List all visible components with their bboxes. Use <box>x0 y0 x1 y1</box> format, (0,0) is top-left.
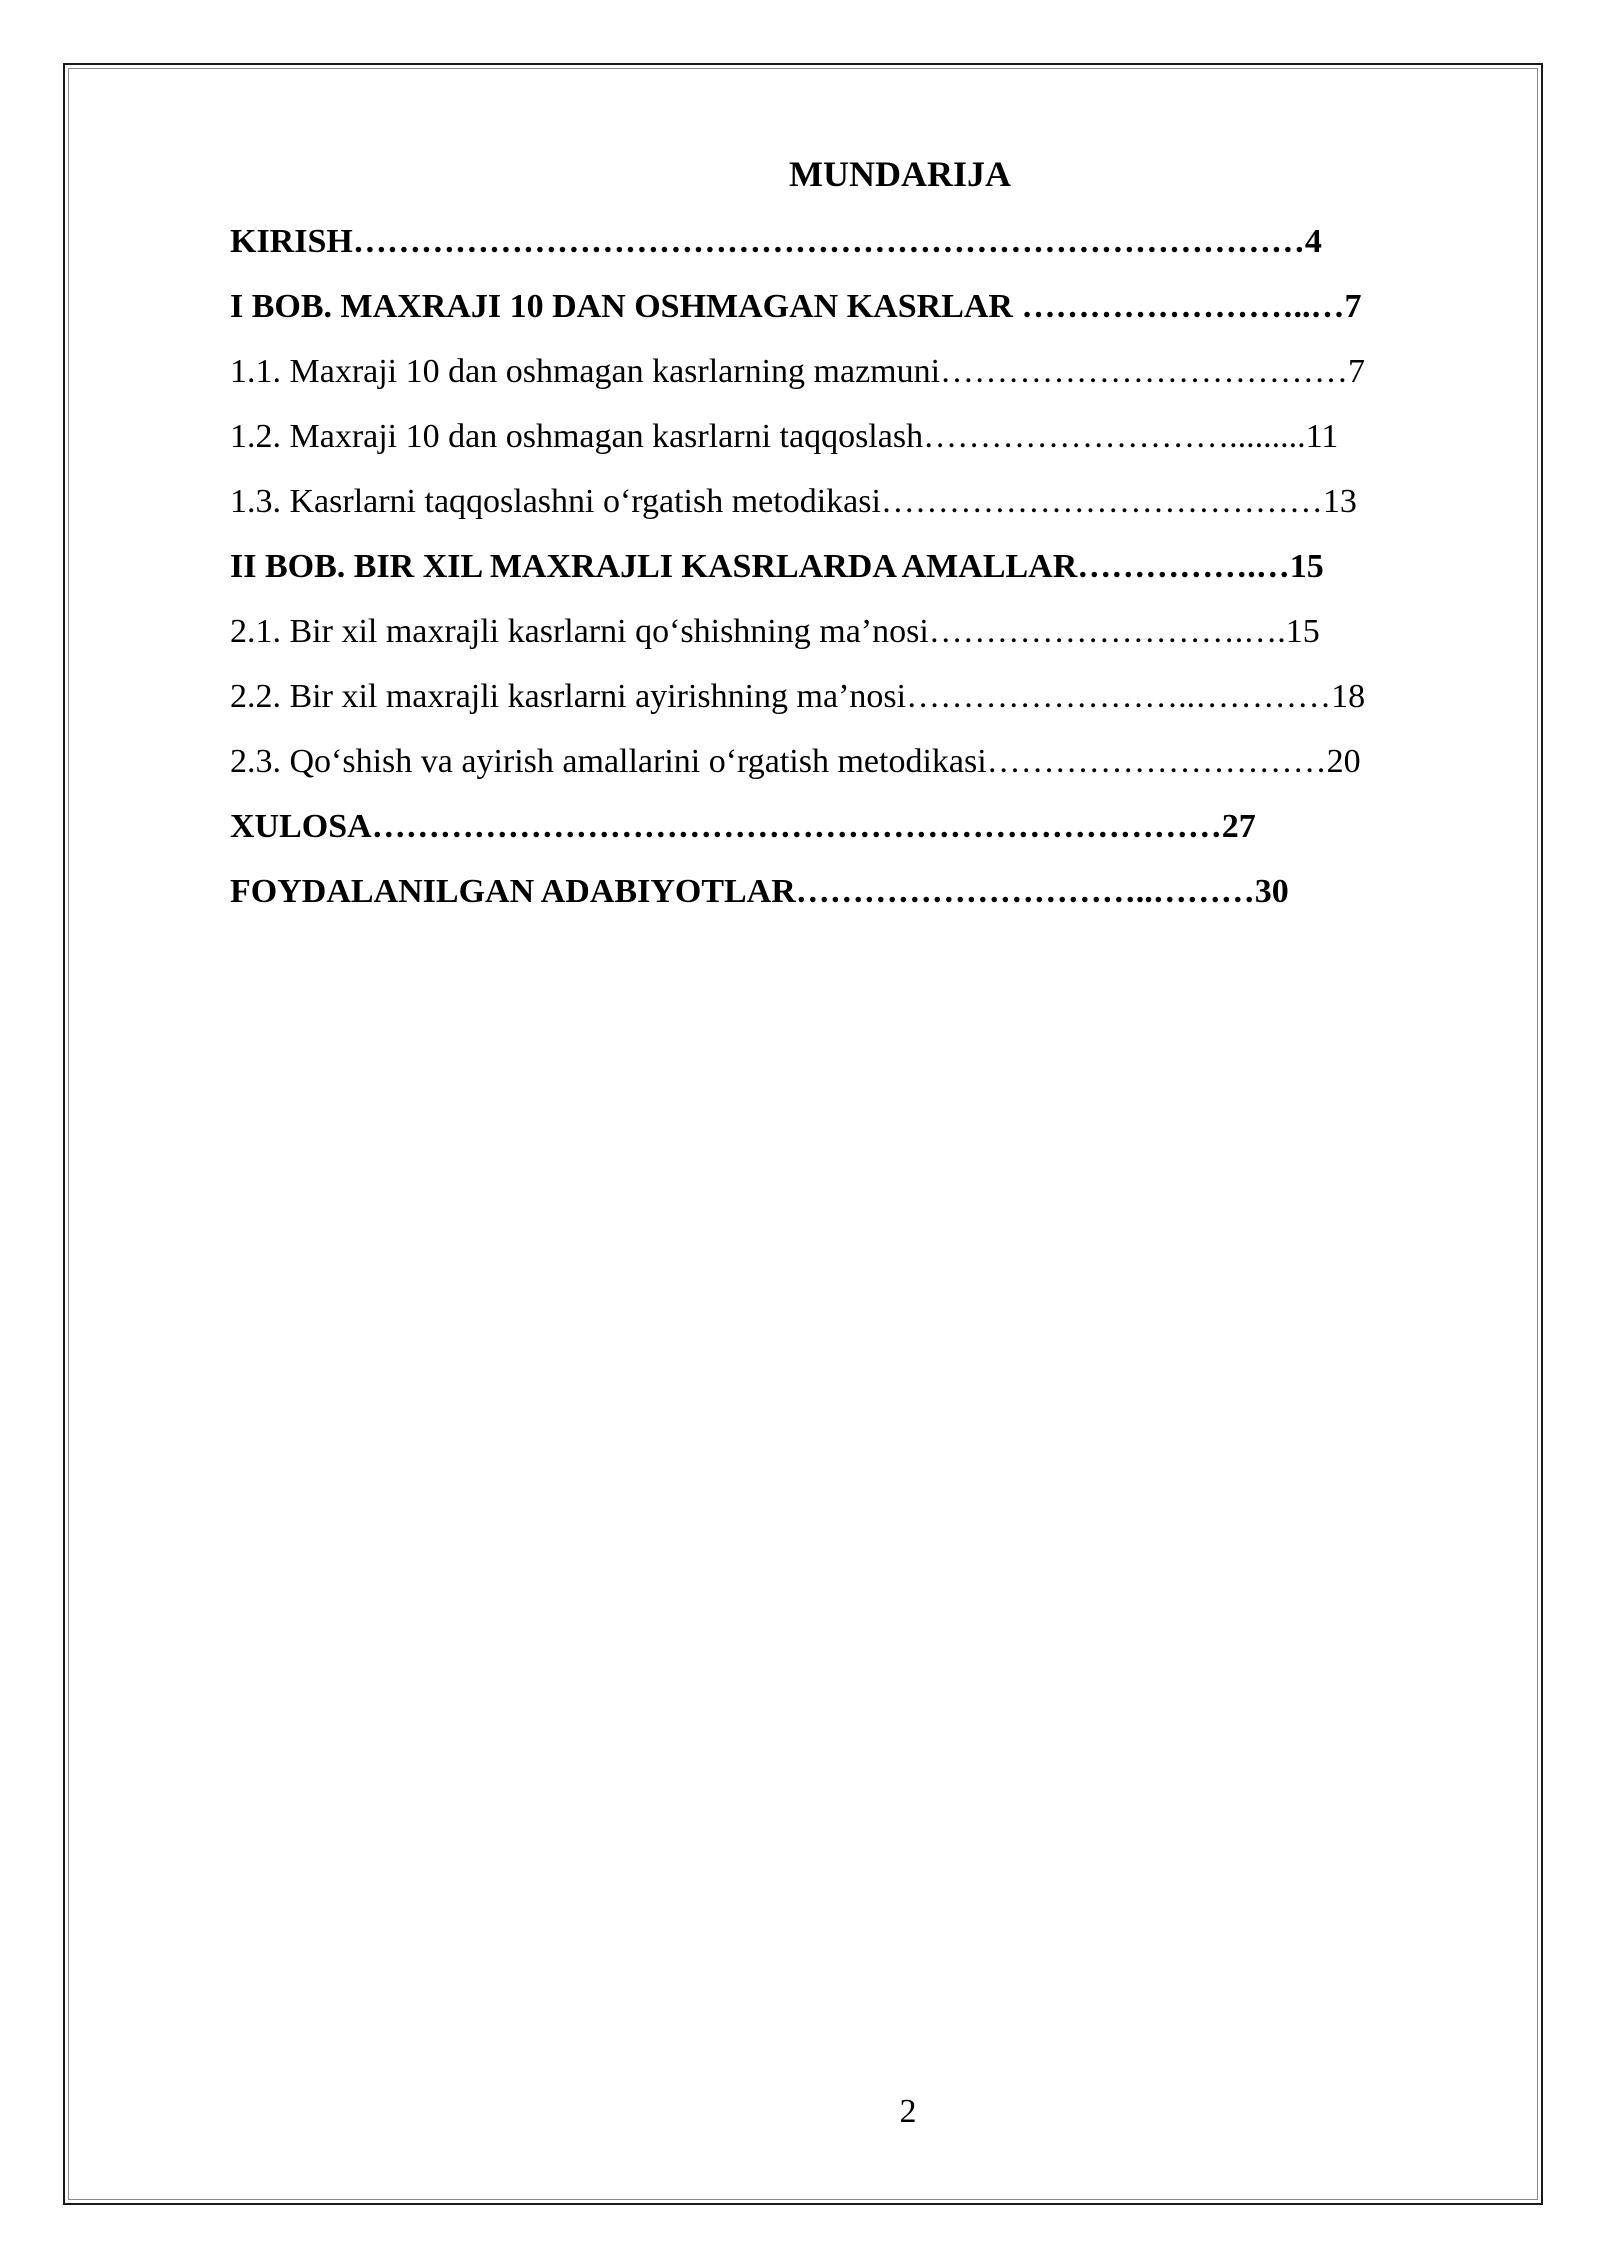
table-of-contents <box>230 216 1490 931</box>
toc-entry-section-1-3: 1.3. Kasrlarni taqqoslashni o‘rgatish metodikasi…………………………………13 <box>230 483 1357 520</box>
toc-entry-section-2-1: 2.1. Bir xil maxrajli kasrlarni qo‘shishning ma’nosi……………………….….15 <box>230 613 1320 650</box>
toc-entry-kirish: KIRISH…………………………………………………………………………4 <box>230 223 1322 260</box>
toc-entry-section-2-2: 2.2. Bir xil maxrajli kasrlarni ayirishning ma’nosi……………………..…………18 <box>230 678 1366 715</box>
toc-entry-section-1-1: 1.1. Maxraji 10 dan oshmagan kasrlarning mazmuni………………………………7 <box>230 353 1366 390</box>
toc-entry-section-2-3: 2.3. Qo‘shish va ayirish amallarini o‘rgatish metodikasi…………………………20 <box>230 743 1361 780</box>
page-number: 2 <box>899 2093 917 2130</box>
toc-entry-xulosa: XULOSA…………………………………………………………………27 <box>230 808 1256 845</box>
toc-entry-chapter-2: II BOB. BIR XIL MAXRAJLI KASRLARDA AMALLAR…………….…15 <box>230 548 1324 585</box>
toc-entry-chapter-1: I BOB. MAXRAJI 10 DAN OSHMAGAN KASRLAR ……………………..…7 <box>230 288 1362 325</box>
toc-entry-section-1-2: 1.2. Maxraji 10 dan oshmagan kasrlarni taqqoslash……………………….........11 <box>230 418 1339 455</box>
toc-title: MUNDARIJA <box>789 154 1011 194</box>
toc-entry-references: FOYDALANILGAN ADABIYOTLAR…………………………..………30 <box>230 873 1289 910</box>
